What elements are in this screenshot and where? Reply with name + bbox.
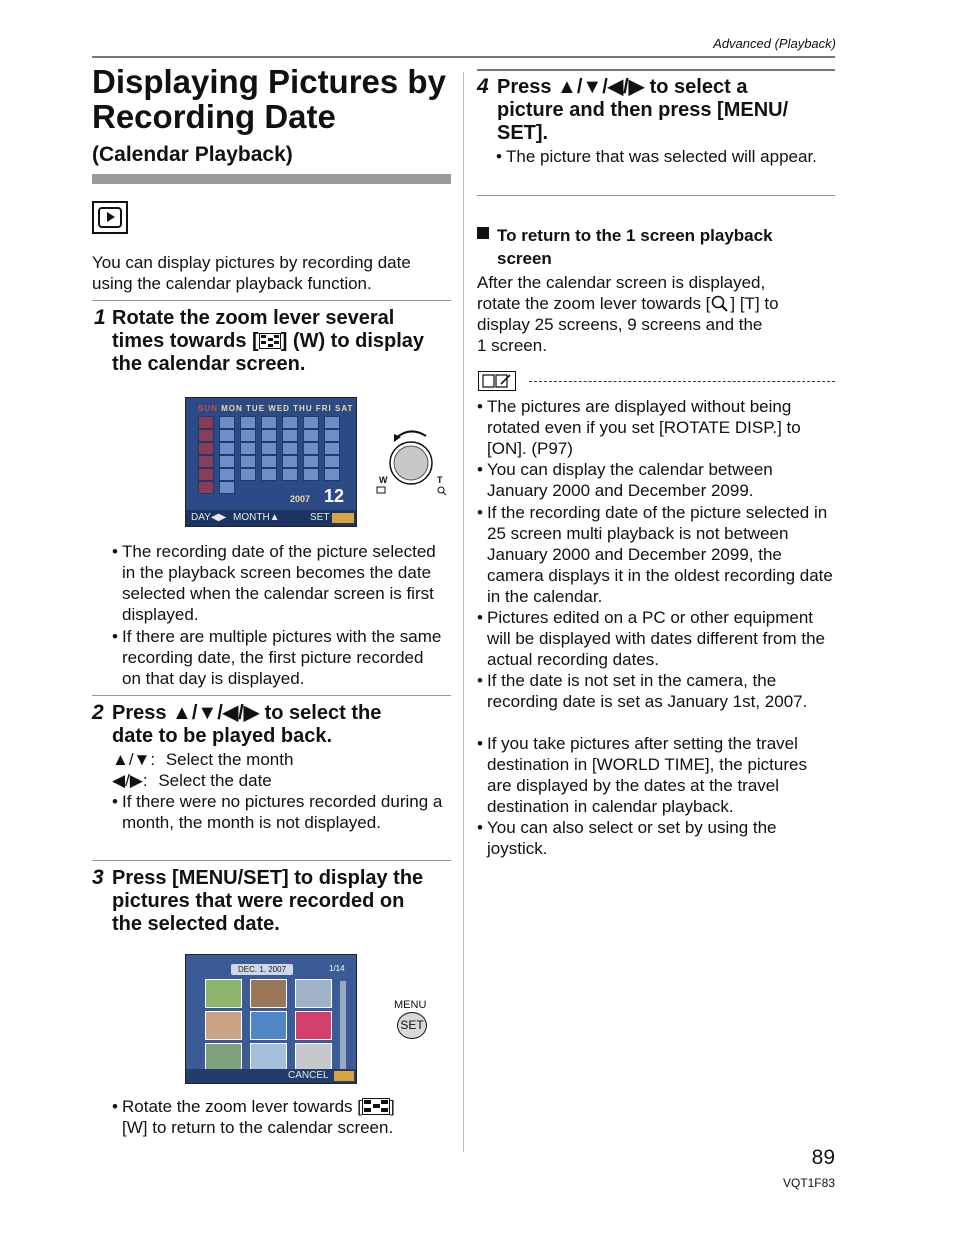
thumbnail (250, 1011, 287, 1040)
document-code: VQT1F83 (782, 1176, 835, 1190)
calendar-cell (303, 416, 319, 429)
calendar-cell (240, 468, 256, 481)
playback-count: 1/14 (329, 964, 345, 973)
step-2-heading: Press ▲/▼/◀/▶ to select the date to be played back. (112, 702, 382, 747)
calendar-cell (198, 468, 214, 481)
calendar-cell (282, 442, 298, 455)
step-4-number: 4 (477, 75, 489, 98)
thumbnail (250, 1043, 287, 1072)
return-heading: To return to the 1 screen playback screen (497, 226, 773, 268)
top-rule (92, 56, 835, 58)
calendar-cell (198, 481, 214, 494)
playback-mode-icon (92, 201, 128, 234)
calendar-bottom-bar: DAY◀▶ MONTH▲ SET (186, 510, 356, 526)
note-icon (478, 371, 516, 391)
calendar-cell (282, 468, 298, 481)
calendar-cell (219, 468, 235, 481)
divider (92, 300, 451, 301)
calendar-cell (198, 455, 214, 468)
multi-playback-icon (362, 1098, 390, 1115)
calendar-year: 2007 (290, 494, 311, 504)
return-text: After the calendar screen is displayed, rotate the zoom lever towards [ ] [T] to display 25 screens, 9 screens and the 1 screen. (477, 273, 779, 355)
divider (477, 195, 835, 196)
thumbnail (205, 979, 242, 1008)
calendar-cell (282, 455, 298, 468)
page-number: 89 (811, 1146, 835, 1169)
calendar-cell (198, 429, 214, 442)
column-divider (463, 72, 464, 1152)
bullet-item: • If there were no pictures recorded during a month, the month is not displayed. (112, 792, 443, 832)
step-3-heading: Press [MENU/SET] to display the pictures that were recorded on the selected date. (112, 867, 424, 935)
calendar-cell (219, 442, 235, 455)
calendar-cell (261, 468, 277, 481)
step-1-number: 1 (94, 306, 106, 329)
step-3-number: 3 (92, 866, 104, 889)
note-item: • If the recording date of the picture selected in 25 screen multi playback is not between January 2000 and December 2099, the camera displays it in the oldest recording date in the calendar. (477, 503, 833, 606)
calendar-cell (219, 429, 235, 442)
thumbnail (205, 1011, 242, 1040)
scroll-bar (340, 981, 346, 1071)
calendar-cell (240, 429, 256, 442)
month-key-line: ▲/▼: Select the month (112, 750, 294, 769)
thumbnail (205, 1043, 242, 1072)
calendar-cell (324, 429, 340, 442)
page-title: Displaying Pictures by Recording Date (92, 63, 446, 135)
calendar-cell (198, 416, 214, 429)
title-underbar (92, 174, 451, 184)
zoom-lever-icon (372, 420, 452, 500)
calendar-cell (324, 455, 340, 468)
intro-text: You can display pictures by recording date using the calendar playback function. (92, 253, 411, 293)
step-4-heading: Press ▲/▼/◀/▶ to select a picture and then press [MENU/ SET]. (497, 76, 789, 144)
divider (477, 69, 835, 71)
calendar-cell (240, 442, 256, 455)
calendar-weekday-header: SUN MON TUE WED THU FRI SAT (198, 404, 354, 413)
calendar-cell (219, 416, 235, 429)
calendar-screen (185, 397, 357, 527)
calendar-cell (324, 416, 340, 429)
note-item: • You can display the calendar between January 2000 and December 2099. (477, 460, 773, 500)
calendar-cell (303, 429, 319, 442)
menu-label: MENU (394, 999, 427, 1011)
lever-w-label: W (379, 475, 388, 485)
note-item: • The pictures are displayed without being rotated even if you set [ROTATE DISP.] to [ON]. (P97) (477, 397, 801, 458)
divider (92, 860, 451, 861)
calendar-cell (261, 416, 277, 429)
step-1-heading: Rotate the zoom lever several times towards [ ] (W) to display the calendar screen. (112, 307, 425, 375)
calendar-cell (303, 455, 319, 468)
calendar-cell (261, 455, 277, 468)
calendar-cell (219, 455, 235, 468)
calendar-cell (303, 468, 319, 481)
calendar-cell (219, 481, 235, 494)
multi-playback-icon (259, 333, 281, 349)
square-bullet-icon (477, 227, 489, 239)
magnifier-icon (710, 295, 730, 312)
calendar-cell (240, 455, 256, 468)
menu-set-button-icon: SET (397, 1012, 427, 1039)
playback-bottom-bar: CANCEL (186, 1069, 356, 1083)
bullet-item: • Rotate the zoom lever towards [ ] [W] to return to the calendar screen. (112, 1097, 395, 1137)
calendar-cell (303, 442, 319, 455)
note-dashed-line (529, 381, 835, 382)
lever-t-label: T (437, 475, 443, 485)
thumbnail (295, 1043, 332, 1072)
calendar-cell (324, 442, 340, 455)
section-header: Advanced (Playback) (713, 36, 836, 51)
note-item: • If the date is not set in the camera, the recording date is set as January 1st, 2007. (477, 671, 808, 711)
date-key-line: ◀/▶: Select the date (112, 771, 272, 790)
thumbnail (250, 979, 287, 1008)
calendar-cell (282, 429, 298, 442)
calendar-cell (324, 468, 340, 481)
playback-screen (185, 954, 357, 1084)
note-item: • Pictures edited on a PC or other equipment will be displayed with dates different from the actual recording dates. (477, 608, 825, 669)
calendar-cell (240, 416, 256, 429)
note-item: • If you take pictures after setting the travel destination in [WORLD TIME], the pictures are displayed by the dates at the travel destination in calendar playback. (477, 734, 807, 816)
playback-date: DEC. 1. 2007 (231, 964, 293, 975)
calendar-month: 12 (324, 486, 345, 506)
bullet-item: • The picture that was selected will appear. (496, 147, 817, 166)
calendar-cell (198, 442, 214, 455)
calendar-cell (261, 429, 277, 442)
step-2-number: 2 (92, 701, 104, 724)
bullet-item: • If there are multiple pictures with the same recording date, the first picture recorded on that day is displayed. (112, 627, 442, 688)
thumbnail (295, 979, 332, 1008)
calendar-cell (282, 416, 298, 429)
calendar-cell (261, 442, 277, 455)
page-subtitle: (Calendar Playback) (92, 143, 293, 166)
bullet-item: • The recording date of the picture selected in the playback screen becomes the date selected when the calendar screen is first displayed. (112, 542, 436, 624)
divider (92, 695, 451, 696)
thumbnail (295, 1011, 332, 1040)
note-item: • You can also select or set by using the joystick. (477, 818, 777, 858)
